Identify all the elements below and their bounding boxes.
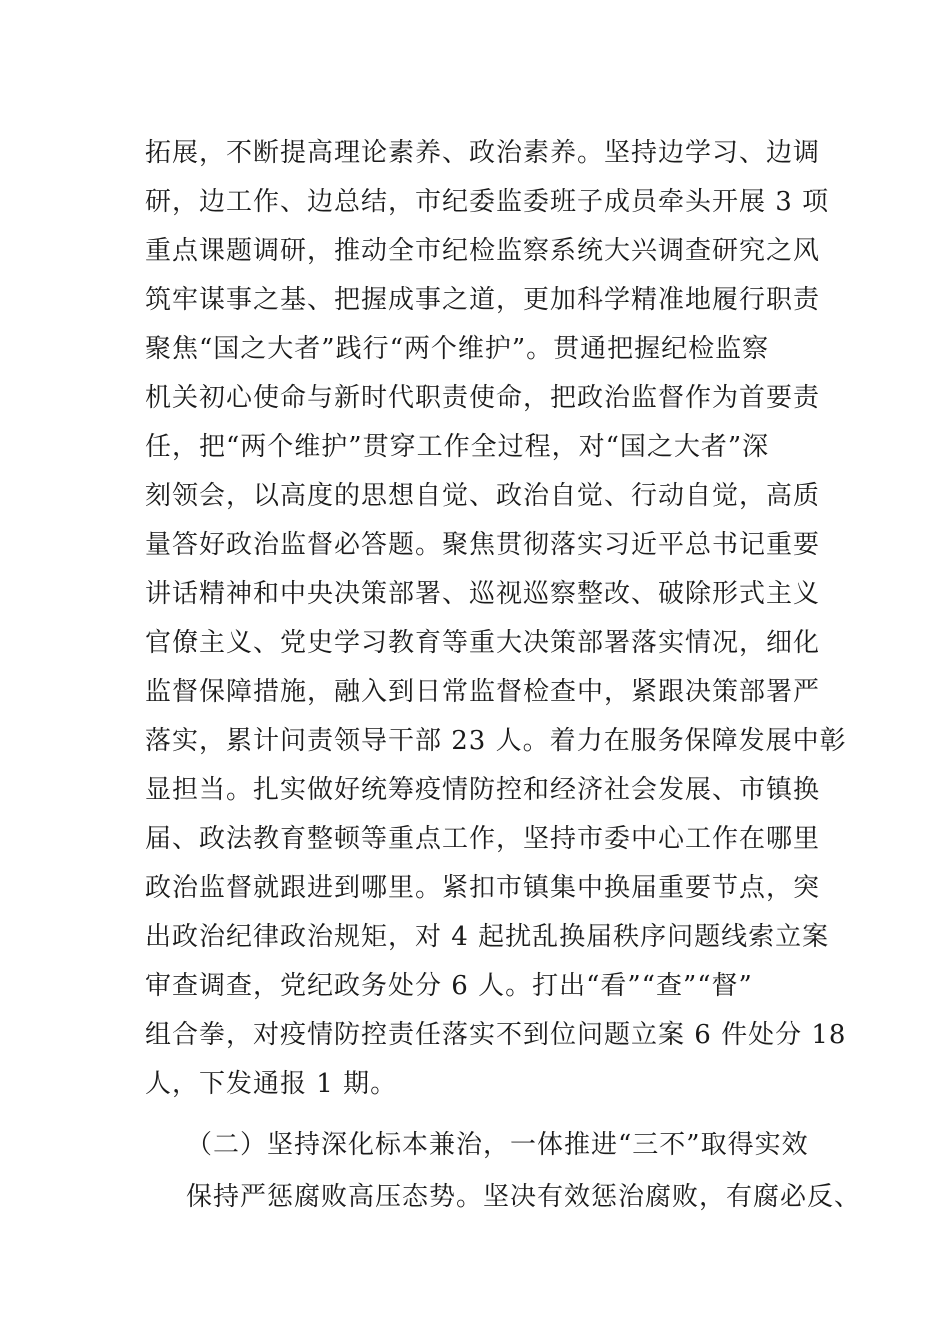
body-line-20: 人，下发通报 1 期。 bbox=[145, 1069, 398, 1099]
body-line-18: 审查调查，党纪政务处分 6 人。打出“看”“查”“督” bbox=[145, 971, 753, 1001]
body-line-17: 出政治纪律政治规矩，对 4 起扰乱换届秩序问题线索立案 bbox=[145, 922, 830, 952]
body-line-15: 届、政法教育整顿等重点工作，坚持市委中心工作在哪里 bbox=[145, 824, 821, 854]
body-line-10: 讲话精神和中央决策部署、巡视巡察整改、破除形式主义 bbox=[145, 579, 821, 609]
body-line-3: 重点课题调研，推动全市纪检监察系统大兴调查研究之风 bbox=[145, 236, 821, 266]
body-line-12: 监督保障措施，融入到日常监督检查中，紧跟决策部署严 bbox=[145, 677, 821, 707]
body-line-7: 任，把“两个维护”贯穿工作全过程，对“国之大者”深 bbox=[145, 432, 770, 462]
body-line-19: 组合拳，对疫情防控责任落实不到位问题立案 6 件处分 18 bbox=[145, 1020, 847, 1050]
next-paragraph-line: 保持严惩腐败高压态势。坚决有效惩治腐败，有腐必反、 bbox=[186, 1182, 862, 1212]
body-line-2: 研，边工作、边总结，市纪委监委班子成员牵头开展 3 项 bbox=[145, 187, 830, 217]
body-line-16: 政治监督就跟进到哪里。紧扣市镇集中换届重要节点，突 bbox=[145, 873, 821, 903]
body-line-11: 官僚主义、党史学习教育等重大决策部署落实情况，细化 bbox=[145, 628, 821, 658]
body-line-8: 刻领会，以高度的思想自觉、政治自觉、行动自觉，高质 bbox=[145, 481, 821, 511]
body-line-5: 聚焦“国之大者”践行“两个维护”。贯通把握纪检监察 bbox=[145, 334, 770, 364]
body-line-1: 拓展，不断提高理论素养、政治素养。坚持边学习、边调 bbox=[145, 138, 821, 168]
section-heading: （二）坚持深化标本兼治，一体推进“三不”取得实效 bbox=[186, 1130, 809, 1160]
body-line-9: 量答好政治监督必答题。聚焦贯彻落实习近平总书记重要 bbox=[145, 530, 821, 560]
body-line-6: 机关初心使命与新时代职责使命，把政治监督作为首要责 bbox=[145, 383, 821, 413]
body-line-4: 筑牢谋事之基、把握成事之道，更加科学精准地履行职责 bbox=[145, 285, 821, 315]
body-line-14: 显担当。扎实做好统筹疫情防控和经济社会发展、市镇换 bbox=[145, 775, 821, 805]
body-line-13: 落实，累计问责领导干部 23 人。着力在服务保障发展中彰 bbox=[145, 726, 847, 756]
